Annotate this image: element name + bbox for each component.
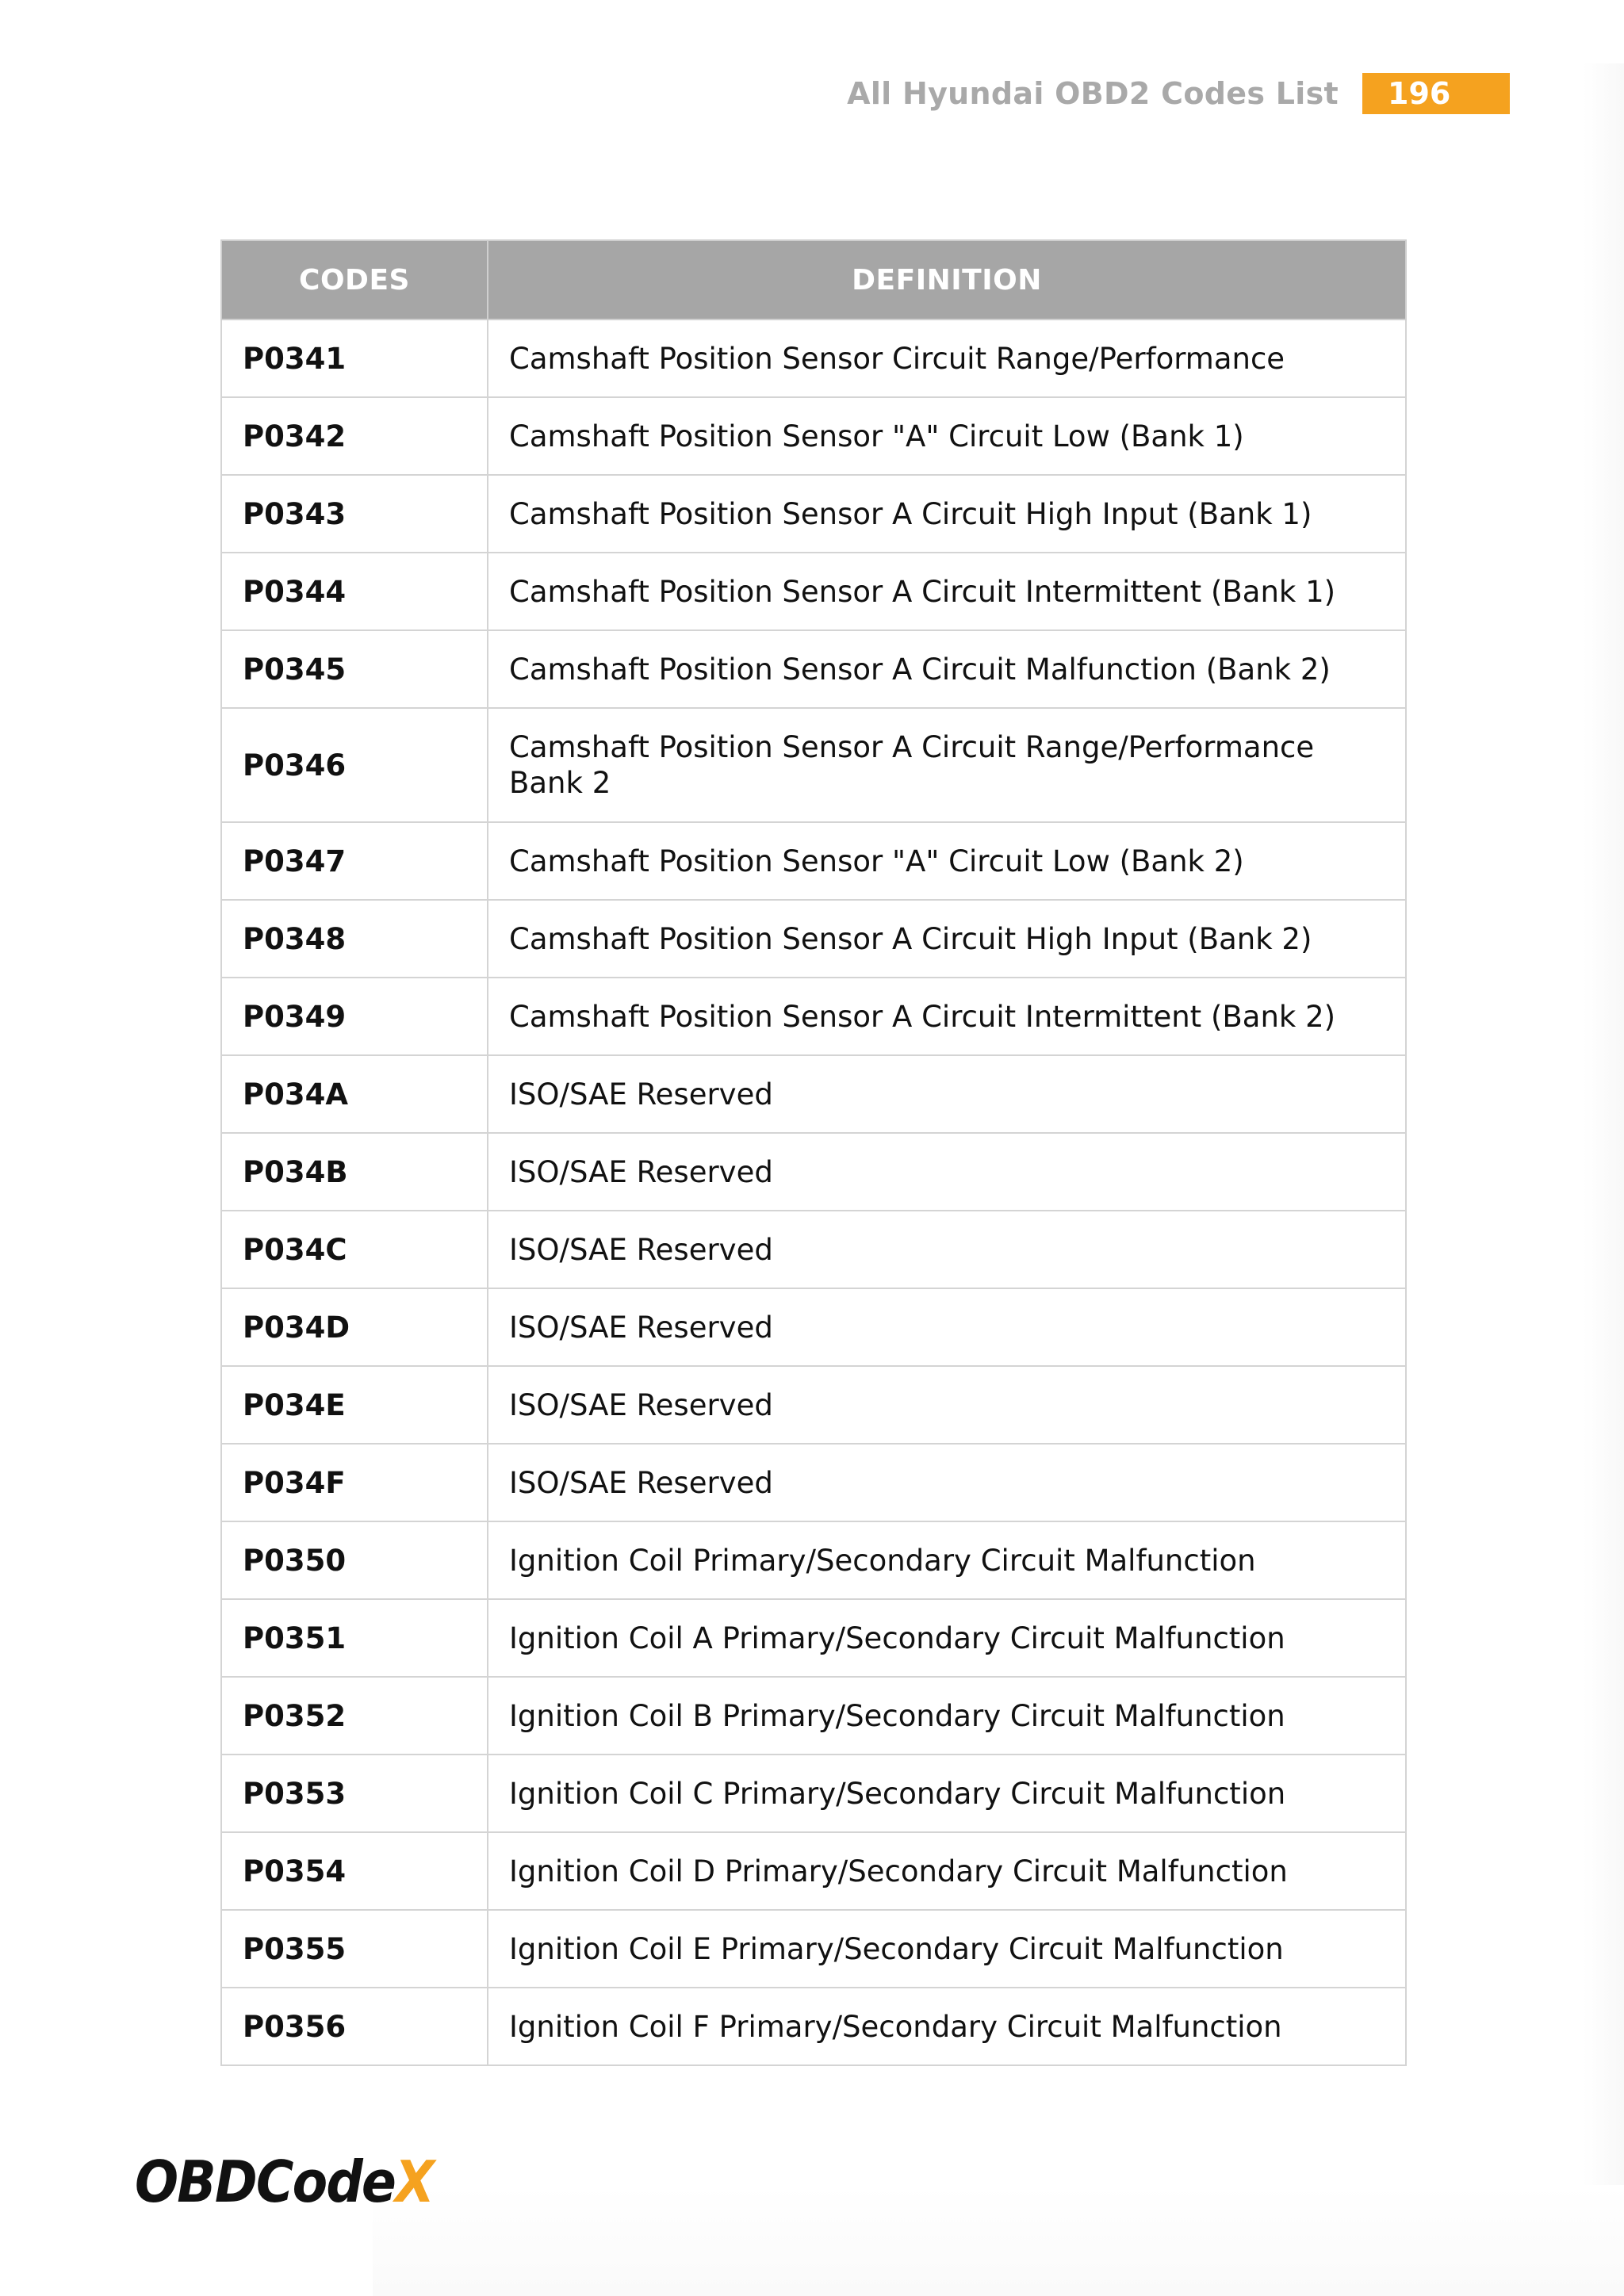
table-row [221, 1366, 1406, 1444]
definition-cell: Ignition Coil Primary/Secondary Circuit Malfunction [488, 1521, 1406, 1599]
logo-wordmark: OBDCode [135, 2149, 396, 2215]
table-row [221, 900, 1406, 978]
code-cell: P034B [221, 1133, 488, 1211]
definition-cell: ISO/SAE Reserved [488, 1288, 1406, 1366]
definition-cell: ISO/SAE Reserved [488, 1444, 1406, 1521]
table-header-row [221, 240, 1406, 320]
page-bottom-shadow [373, 2185, 1624, 2296]
table-row [221, 708, 1406, 822]
code-cell: P0353 [221, 1755, 488, 1832]
definition-cell: Ignition Coil E Primary/Secondary Circuit Malfunction [488, 1910, 1406, 1988]
definition-cell: ISO/SAE Reserved [488, 1055, 1406, 1133]
table-row [221, 1599, 1406, 1677]
obd-codes-table [220, 239, 1407, 2066]
definition-cell: Camshaft Position Sensor A Circuit High Input (Bank 2) [488, 900, 1406, 978]
definition-cell: ISO/SAE Reserved [488, 1366, 1406, 1444]
code-cell: P034C [221, 1211, 488, 1288]
code-cell: P0349 [221, 978, 488, 1055]
table-row [221, 1910, 1406, 1988]
table-row [221, 1521, 1406, 1599]
code-cell: P0355 [221, 1910, 488, 1988]
code-cell: P0347 [221, 822, 488, 900]
code-cell: P0354 [221, 1832, 488, 1910]
document-title: All Hyundai OBD2 Codes List [847, 76, 1339, 111]
code-cell: P0356 [221, 1988, 488, 2065]
table-row [221, 320, 1406, 397]
table-row [221, 553, 1406, 630]
logo-x-mark: X [395, 2149, 434, 2215]
definition-cell: ISO/SAE Reserved [488, 1211, 1406, 1288]
table-row [221, 1444, 1406, 1521]
code-cell: P0348 [221, 900, 488, 978]
code-cell: P0343 [221, 475, 488, 553]
code-cell: P0350 [221, 1521, 488, 1599]
column-header-codes: CODES [221, 240, 488, 320]
table-row [221, 1055, 1406, 1133]
code-cell: P034F [221, 1444, 488, 1521]
definition-cell: Camshaft Position Sensor A Circuit High Input (Bank 1) [488, 475, 1406, 553]
code-cell: P0351 [221, 1599, 488, 1677]
table-row [221, 1133, 1406, 1211]
code-cell: P0352 [221, 1677, 488, 1755]
code-cell: P0346 [221, 708, 488, 822]
obdcodex-logo [135, 2150, 433, 2214]
code-cell: P034E [221, 1366, 488, 1444]
code-cell: P0341 [221, 320, 488, 397]
definition-cell: Camshaft Position Sensor A Circuit Intermittent (Bank 1) [488, 553, 1406, 630]
table-row [221, 1288, 1406, 1366]
definition-cell: Camshaft Position Sensor A Circuit Malfunction (Bank 2) [488, 630, 1406, 708]
table-row [221, 1832, 1406, 1910]
definition-cell: ISO/SAE Reserved [488, 1133, 1406, 1211]
code-cell: P0342 [221, 397, 488, 475]
definition-cell: Ignition Coil D Primary/Secondary Circuit Malfunction [488, 1832, 1406, 1910]
definition-cell: Camshaft Position Sensor Circuit Range/Performance [488, 320, 1406, 397]
table-row [221, 1988, 1406, 2065]
table-row [221, 1211, 1406, 1288]
page-number-badge: 196 [1362, 73, 1510, 114]
table-row [221, 630, 1406, 708]
definition-cell: Ignition Coil A Primary/Secondary Circuit Malfunction [488, 1599, 1406, 1677]
definition-cell: Camshaft Position Sensor "A" Circuit Low (Bank 1) [488, 397, 1406, 475]
definition-cell: Camshaft Position Sensor A Circuit Intermittent (Bank 2) [488, 978, 1406, 1055]
table-row [221, 397, 1406, 475]
table-row [221, 978, 1406, 1055]
page-edge-shadow [1583, 63, 1624, 2296]
definition-cell: Ignition Coil B Primary/Secondary Circuit Malfunction [488, 1677, 1406, 1755]
table-row [221, 1677, 1406, 1755]
table-row [221, 1755, 1406, 1832]
code-cell: P034A [221, 1055, 488, 1133]
code-cell: P034D [221, 1288, 488, 1366]
definition-cell: Camshaft Position Sensor "A" Circuit Low (Bank 2) [488, 822, 1406, 900]
table-row [221, 822, 1406, 900]
definition-cell: Camshaft Position Sensor A Circuit Range/Performance Bank 2 [488, 708, 1406, 822]
page-header [847, 73, 1510, 114]
definition-cell: Ignition Coil C Primary/Secondary Circuit Malfunction [488, 1755, 1406, 1832]
code-cell: P0345 [221, 630, 488, 708]
code-cell: P0344 [221, 553, 488, 630]
definition-cell: Ignition Coil F Primary/Secondary Circuit Malfunction [488, 1988, 1406, 2065]
column-header-definition: DEFINITION [488, 240, 1406, 320]
table-row [221, 475, 1406, 553]
